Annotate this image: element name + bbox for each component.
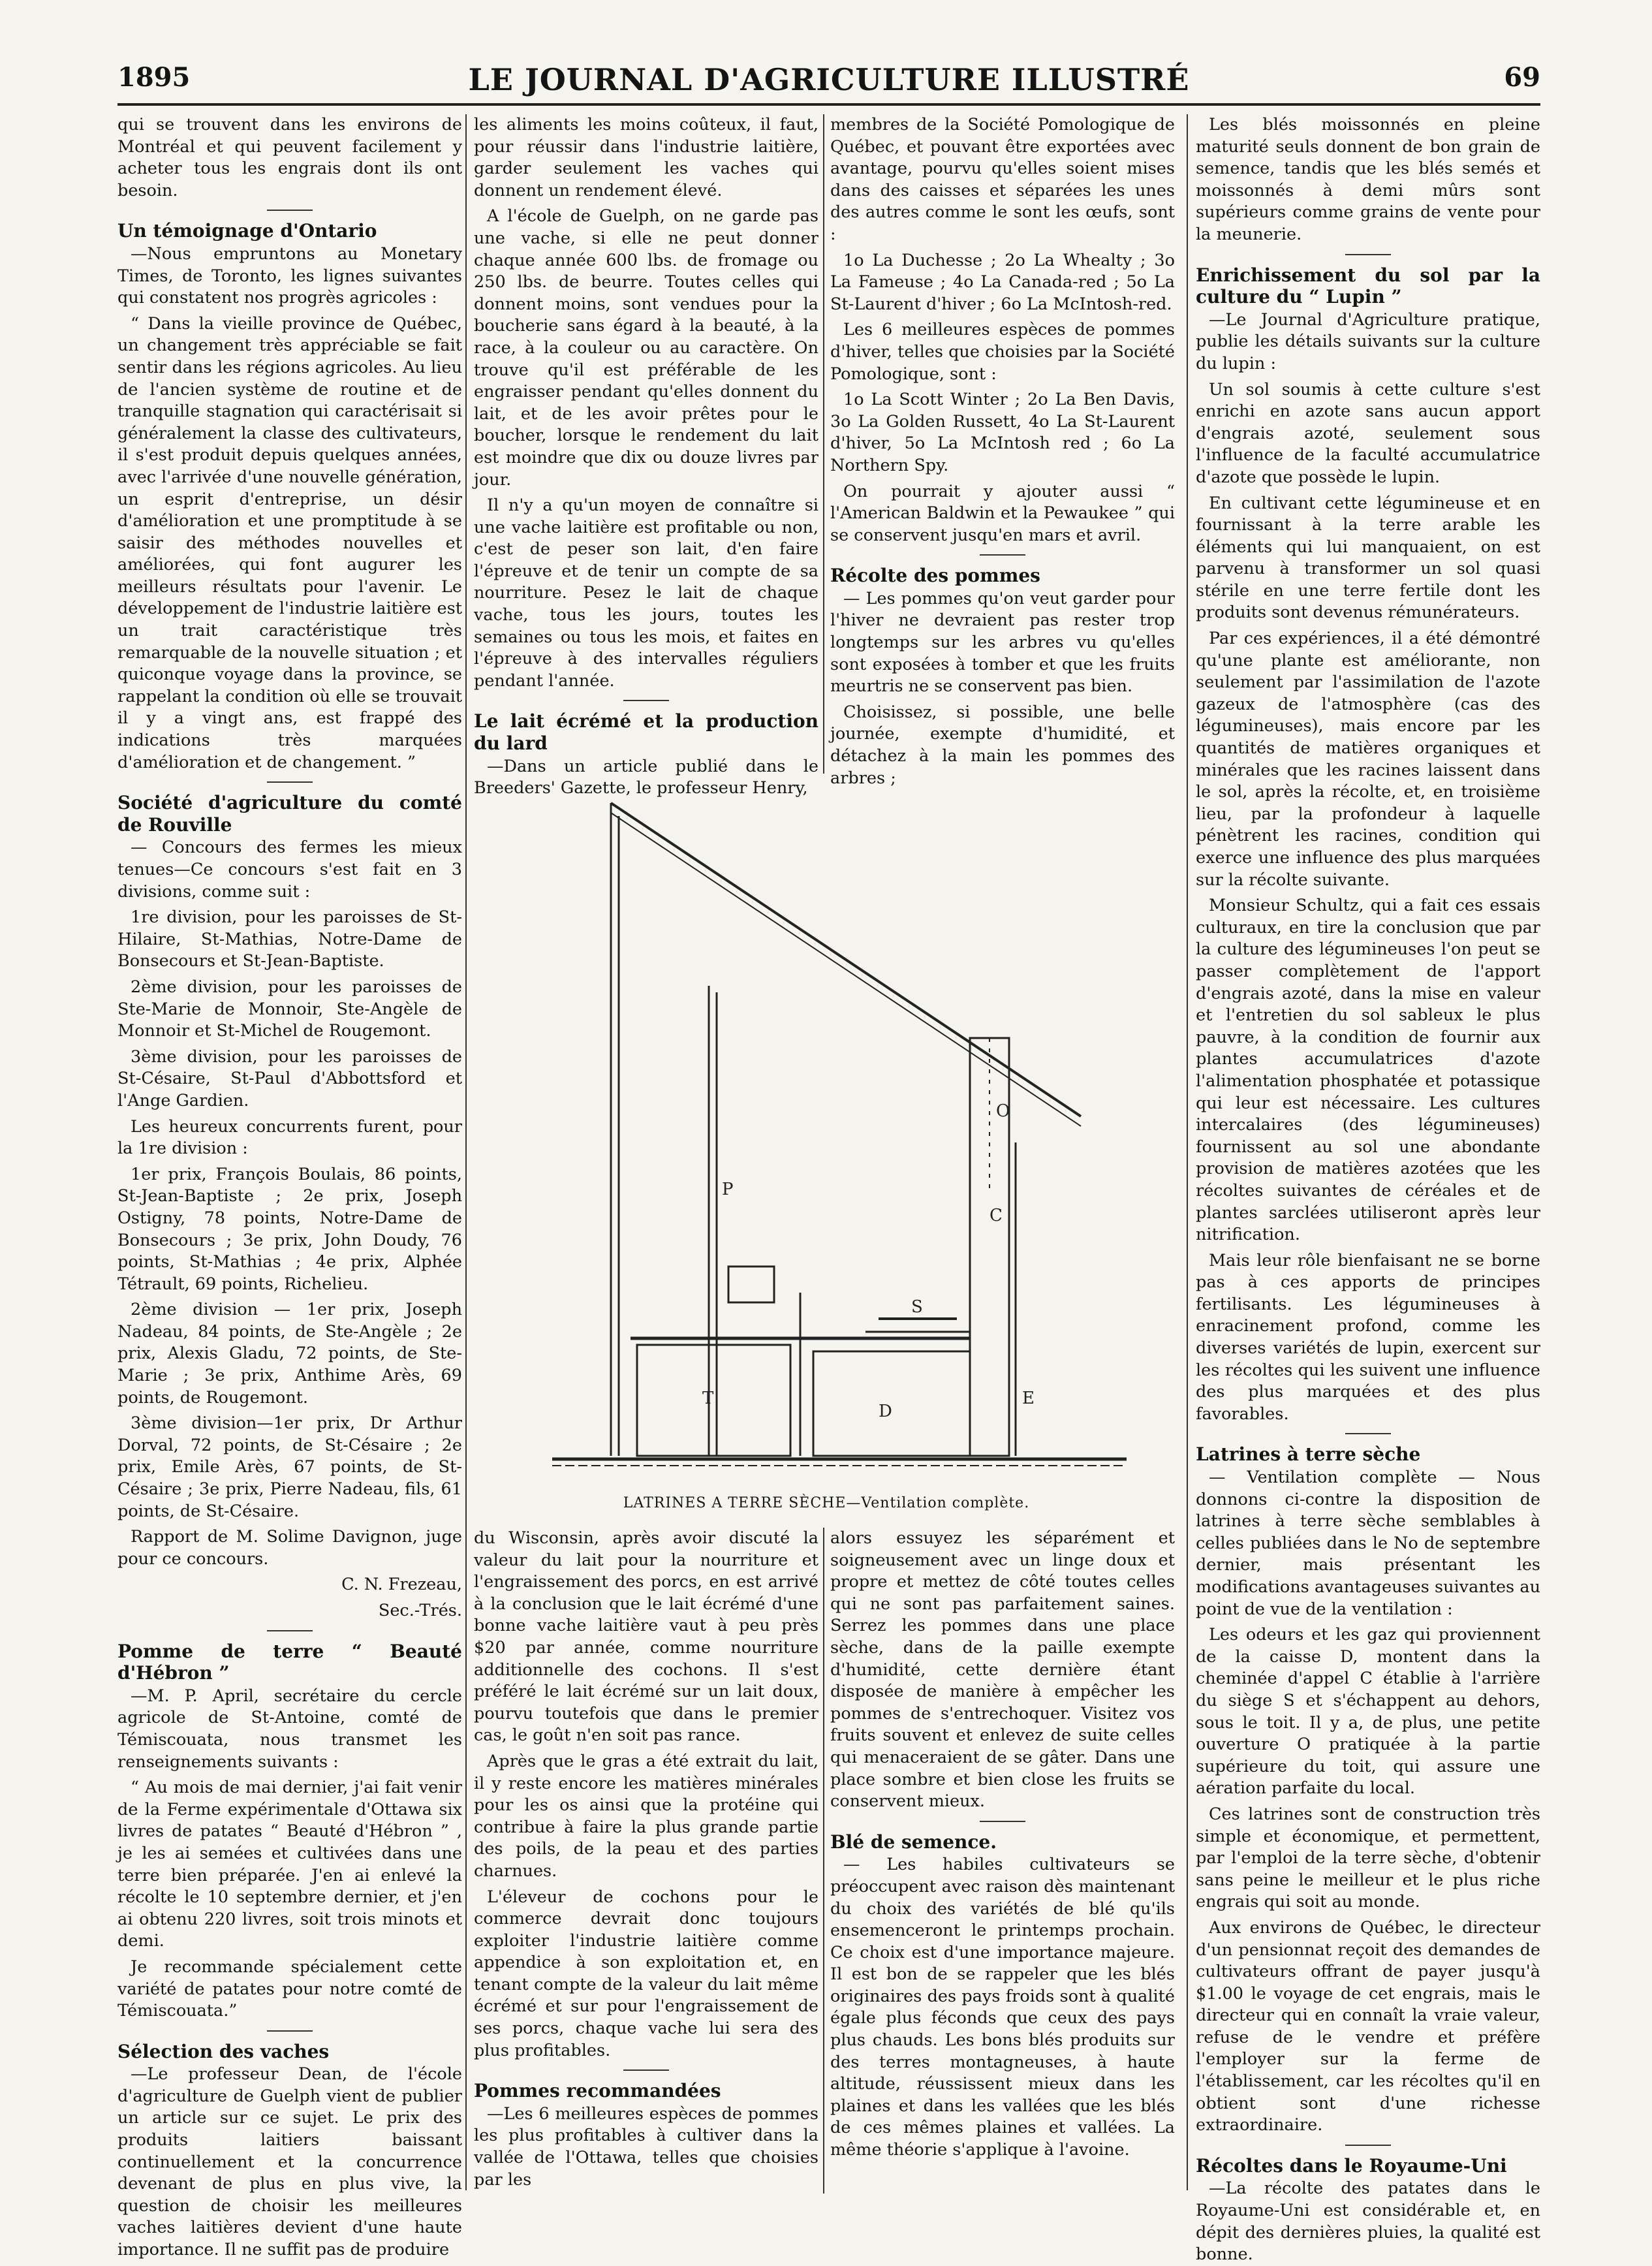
paragraph: L'éleveur de cochons pour le commerce devrait donc toujours exploiter l'industrie laitière comme appendice à son exploitation et, en tenant compte de la valeur du lait même écrémé et sur pour l'engraissement de ses porcs, chaque vache lui sera des plus profitables. [474, 1887, 818, 2060]
separator [267, 2030, 313, 2032]
paragraph: —La récolte des patates dans le Royaume-Uni est considérable et, en dépit des dernières pluies, la qualité est bonne. [1196, 2179, 1540, 2265]
column-1 [117, 114, 462, 2260]
paragraph: Je recommande spécialement cette variété de patates pour notre comté de Témiscouata.” [117, 1957, 462, 2021]
figure-caption: LATRINES A TERRE SÈCHE—Ventilation complète. [623, 1495, 1030, 1511]
paragraph: du Wisconsin, après avoir discuté la valeur du lait pour la nourriture et l'engraissement des porcs, en est arrivé à la conclusion que le lait écrémé d'une bonne vache laitière vaut à peu près $20 par année, comme nourriture additionnelle des cochons. Il s'est préféré le lait écrémé sur un lait doux, pourvu toutefois que dans le premier cas, le goût n'en soit pas rance. [474, 1528, 818, 1746]
label-t: T [702, 1389, 714, 1408]
article-title: Sélection des vaches [117, 2040, 330, 2062]
paragraph: Les heureux concurrents furent, pour la 1re division : [117, 1116, 462, 1159]
header-year: 1895 [117, 62, 191, 93]
paragraph: Les blés moissonnés en pleine maturité seuls donnent de bon grain de semence, tandis que les blés semés et moissonnés à demi mûrs sont supérieurs comme grains de vente pour la meunerie. [1196, 115, 1540, 244]
paragraph: 1re division, pour les paroisses de St-Hilaire, St-Mathias, Notre-Dame de Bonsecours et St-Jean-Baptiste. [117, 907, 462, 971]
column-4 [1196, 114, 1540, 2265]
column-divider [823, 1528, 824, 2194]
paragraph: Choisissez, si possible, une belle journée, exempte d'humidité, et détachez à la main les pommes des arbres ; [830, 702, 1175, 788]
separator [267, 1630, 313, 1631]
column-divider [1187, 114, 1188, 2190]
paragraph: —Les 6 meilleures espèces de pommes les plus profitables à cultiver dans la vallée de l'Ottawa, telles que choisies par les [474, 2103, 818, 2190]
paragraph: —Le professeur Dean, de l'école d'agriculture de Guelph vient de publier un article sur ce sujet. Le prix des produits laitiers baissant continuellement et la concurrence devenant de plus en plus vive, la question de choisir les meilleures vaches laitières devient d'une haute importance. Il ne suffit pas de produire [117, 2064, 462, 2260]
article-title: Un témoignage d'Ontario [117, 220, 377, 242]
paragraph: On pourrait y ajouter aussi “ l'American Baldwin et la Pewaukee ” qui se conservent jusqu'en mars et avril. [830, 481, 1175, 545]
paragraph: — Concours des fermes les mieux tenues—Ce concours s'est fait en 3 divisions, comme suit : [117, 838, 462, 902]
paragraph: Monsieur Schultz, qui a fait ces essais culturaux, en tire la conclusion que par la culture des légumineuses l'on peut se passer complètement de l'apport d'engrais azoté, dans la mise en valeur et l'entretien du sol sableux le plus pauvre, à la condition de fournir aux plantes accumulatrices d'azote l'alimentation phosphatée et potassique qui leur est nécessaire. Les cultures intercalaires (des légumineuses) fournissent au sol une abondante provision de matières azotées que les récoltes suivantes de céréales et de plantes sarclées utiliseront après leur nitrification. [1196, 896, 1540, 1245]
column-divider [823, 114, 824, 774]
separator [267, 210, 313, 211]
separator [1345, 1433, 1391, 1434]
paragraph: 1er prix, François Boulais, 86 points, St-Jean-Baptiste ; 2e prix, Joseph Ostigny, 78 points, Notre-Dame de Bonsecours ; 3e prix, John Doudy, 76 points, St-Mathias ; 4e prix, Alphée Tétrault, 69 points, Richelieu. [117, 1164, 462, 1294]
header-rule [117, 103, 1540, 106]
paragraph: Un sol soumis à cette culture s'est enrichi en azote sans aucun apport d'engrais azoté, seulement sous l'influence de la faculté accumulatrice d'azote que possède le lupin. [1196, 379, 1540, 487]
paragraph: 1o La Duchesse ; 2o La Whealty ; 3o La Fameuse ; 4o La Canada-red ; 5o La St-Laurent d'hiver ; 6o La McIntosh-red. [830, 250, 1175, 314]
article-title: Le lait écrémé et la production du lard [474, 710, 818, 755]
paragraph: — Les habiles cultivateurs se préoccupent avec raison dès maintenant du choix des variétés de blé qu'ils ensemenceront le printemps prochain. Ce choix est d'une importance majeure. Il est bon de se rappeler que les blés originaires des pays froids sont à qualité égale plus féconds que ceux des pays plus chauds. Les bons blés produits sur des terres montagneuses, à haute altitude, réussissent mieux dans les plaines et dans les vallées que les blés de ces mêmes plaines et vallées. La même théorie s'applique à l'avoine. [830, 1855, 1175, 2160]
paragraph: A l'école de Guelph, on ne garde pas une vache, si elle ne peut donner chaque année 600 lbs. de fromage ou 250 lbs. de beurre. Toutes celles qui donnent moins, sont vendues pour la boucherie sans égard à la beauté, à la race, à la couleur ou au caractère. On trouve qu'il est préférable de les engraisser pendant qu'elles donnent du lait, et de les avoir prêtes pour le boucher, lorsque le rendement du lait est moindre que dix ou douze livres par jour. [474, 206, 818, 490]
paragraph: membres de la Société Pomologique de Québec, et pouvant être exportées avec avantage, pourvu qu'elles soient mises dans des caisses et séparées les unes des autres comme le sont les œufs, sont : [830, 115, 1175, 244]
article-title: Pomme de terre “ Beauté d'Hébron ” [117, 1640, 462, 1684]
article-title: Pommes recommandées [474, 2080, 721, 2102]
paragraph: —Dans un article publié dans le Breeders' Gazette, le professeur Henry, [474, 756, 818, 798]
column-3-bottom [830, 1528, 1175, 2200]
column-2-bottom [474, 1528, 818, 2200]
paragraph: Les odeurs et les gaz qui proviennent de la caisse D, montent dans la cheminée d'appel C établie à l'arrière du siège S et s'échappent au dehors, sous le toit. Il y a, de plus, une petite ouverture O pratiquée à la partie supérieure du toit, qui assure une aération parfaite du local. [1196, 1625, 1540, 1799]
separator [1345, 2145, 1391, 2146]
label-c: C [990, 1206, 1003, 1225]
article-title: Société d'agriculture du comté de Rouville [117, 792, 462, 836]
page-header [117, 62, 1540, 101]
box-t [637, 1345, 790, 1456]
separator [623, 700, 669, 701]
paragraph: “ Au mois de mai dernier, j'ai fait venir de la Ferme expérimentale d'Ottawa six livres de patates “ Beauté d'Hébron ” , je les ai semées et cultivées dans une terre bien préparée. J'en ai enlevé la récolte le 10 septembre dernier, et j'en ai obtenu 220 livres, soit trois minots et demi. [117, 1778, 462, 1951]
paragraph: Après que le gras a été extrait du lait, il y reste encore les matières minérales pour les os ainsi que la protéine qui contribue à faire la plus grande partie des poils, de la peau et des parties charnues. [474, 1751, 818, 1881]
separator [980, 554, 1025, 556]
paragraph: 3ème division—1er prix, Dr Arthur Dorval, 72 points, de St-Césaire ; 2e prix, Emile Arès, 67 points, de St-Césaire ; 3e prix, Pierre Nadeau, fils, 61 points, de St-Césaire. [117, 1413, 462, 1521]
paragraph: 1o La Scott Winter ; 2o La Ben Davis, 3o La Golden Russett, 4o La St-Laurent d'hiver, 5o La McIntosh red ; 6o La Northern Spy. [830, 390, 1175, 475]
latrine-drawing [474, 777, 1179, 1495]
separator [267, 781, 313, 783]
roof-line [611, 803, 1081, 1116]
paragraph: Aux environs de Québec, le directeur d'un pensionnat reçoit des demandes de cultivateurs offrant de payer jusqu'à $1.00 le voyage de cet engrais, mais le directeur qui en connaît la vraie valeur, refuse de le vendre et préfère l'employer sur la ferme de l'établissement, car les récoltes qu'il en obtient sont d'une richesse extraordinaire. [1196, 1917, 1540, 2135]
label-e: E [1022, 1389, 1035, 1408]
label-o: O [996, 1101, 1010, 1121]
paragraph: —Nous empruntons au Monetary Times, de Toronto, les lignes suivantes qui constatent nos progrès agricoles : [117, 244, 462, 308]
article-title: Enrichissement du sol par la culture du “ Lupin ” [1196, 264, 1540, 308]
paragraph: —Le Journal d'Agriculture pratique, publie les détails suivants sur la culture du lupin : [1196, 309, 1540, 373]
paragraph: Il n'y a qu'un moyen de connaître si une vache laitière est profitable ou non, c'est de peser son lait, d'en faire l'épreuve et de tenir un compte de sa nourriture. Pesez le lait de chaque vache, tous les jours, toutes les semaines ou tous les mois, et faites en l'épreuve à des intervalles réguliers pendant l'année. [474, 496, 818, 691]
paragraph: Rapport de M. Solime Davignon, juge pour ce concours. [117, 1527, 462, 1569]
roof-line-inner [611, 813, 1081, 1126]
signature: C. N. Frezeau, [341, 1575, 462, 1595]
paragraph: 3ème division, pour les paroisses de St-Césaire, St-Paul d'Abbottsford et l'Ange Gardien. [117, 1046, 462, 1110]
paragraph: Les 6 meilleures espèces de pommes d'hiver, telles que choisies par la Société Pomologique, sont : [830, 320, 1175, 384]
latrine-illustration [474, 777, 1179, 1521]
paragraph: les aliments les moins coûteux, il faut, pour réussir dans l'industrie laitière, garder seulement les vaches qui donnent un rendement élevé. [474, 115, 818, 200]
label-p: P [722, 1180, 734, 1199]
small-box [728, 1267, 774, 1302]
label-s: S [911, 1297, 923, 1317]
paragraph: — Ventilation complète — Nous donnons ci-contre la disposition de latrines à terre sèche semblables à celles publiées dans le No de septembre dernier, mais présentant les modifications avantageuses suivantes au point de vue de la ventilation : [1196, 1468, 1540, 1619]
column-2-top [474, 114, 818, 798]
column-divider [465, 114, 467, 2190]
paragraph: En cultivant cette légumineuse et en fournissant à la terre arable les éléments qui lui manquaient, on est parvenu à transformer un sol quasi stérile en une terre fertile dont les produits sont devenus rémunérateurs. [1196, 493, 1540, 623]
paragraph: — Les pommes qu'on veut garder pour l'hiver ne devraient pas rester trop longtemps sur les arbres vu qu'elles sont exposées à tomber et que les fruits meurtris ne se conservent pas bien. [830, 588, 1175, 697]
paragraph: Ces latrines sont de construction très simple et économique, et permettent, par l'emploi de la terre sèche, d'obtenir sans peine le meilleur et le plus riche engrais qui soit au monde. [1196, 1804, 1540, 1912]
article-title: Blé de semence. [830, 1831, 997, 1853]
paragraph: 2ème division — 1er prix, Joseph Nadeau, 84 points, de Ste-Angèle ; 2e prix, Alexis Gladu, 72 points, de Ste-Marie ; 3e prix, Anthime Arès, 69 points, de Rougemont. [117, 1300, 462, 1408]
paragraph: alors essuyez les séparément et soigneusement avec un linge doux et propre et mettez de côté toutes celles qui ne sont pas parfaitement saines. Serrez les pommes dans une place sèche, dans de la paille exempte d'humidité, cette dernière étant disposée de manière à empêcher les pommes de s'entrechoquer. Visitez vos fruits souvent et enlevez de suite celles qui menaceraient de se gâter. Dans une place sombre et bien close les fruits se conservent mieux. [830, 1528, 1175, 1812]
paragraph: qui se trouvent dans les environs de Montréal et qui peuvent facilement y acheter tous les engrais dont ils ont besoin. [117, 115, 462, 200]
paragraph: Par ces expériences, il a été démontré qu'une plante est améliorante, non seulement par l'assimilation de l'azote gazeux de l'atmosphère (cas des légumineuses), mais encore par les quantités de matières organiques et minérales que les racines laissent dans le sol, après la récolte, et, en troisième lieu, par la profondeur à laquelle pénètrent les racines, condition qui exerce une influence des plus marquées sur la récolte suivante. [1196, 629, 1540, 890]
journal-title: LE JOURNAL D'AGRICULTURE ILLUSTRÉ [468, 62, 1190, 97]
article-title: Récoltes dans le Royaume-Uni [1196, 2154, 1507, 2177]
article-title: Récolte des pommes [830, 565, 1040, 587]
paragraph: —M. P. April, secrétaire du cercle agricole de St-Antoine, comté de Témiscouata, nous transmet les renseignements suivants : [117, 1686, 462, 1772]
separator [1345, 254, 1391, 255]
column-3-top [830, 114, 1175, 787]
paragraph: 2ème division, pour les paroisses de Ste-Marie de Monnoir, Ste-Angèle de Monnoir et St-Michel de Rougemont. [117, 977, 462, 1041]
signature-title: Sec.-Trés. [378, 1601, 462, 1620]
article-title: Latrines à terre sèche [1196, 1443, 1421, 1466]
label-d: D [879, 1402, 892, 1421]
paragraph: Mais leur rôle bienfaisant ne se borne pas à ces apports de principes fertilisants. Les légumineuses à enracinement profond, comme les diverses variétés de lupin, exercent sur les récoltes qui les suivent une influence des plus marquées et des plus favorables. [1196, 1250, 1540, 1424]
separator [980, 1821, 1025, 1822]
page-number: 69 [1504, 62, 1540, 93]
separator [623, 2069, 669, 2071]
paragraph: “ Dans la vieille province de Québec, un changement très appréciable se fait sentir dans les régions agricoles. Au lieu de l'ancien système de routine et de tranquille stagnation qui caractérisait si généralement la classe des cultivateurs, il s'est produit depuis quelques années, avec l'arrivée d'une nouvelle génération, un esprit d'entreprise, un désir d'amélioration et une promptitude à se saisir des méthodes nouvelles et améliorées, qui font augurer les meilleurs résultats pour l'avenir. Le développement de l'industrie laitière est un trait caractéristique très remarquable de la nouvelle situation ; et quiconque voyage dans la province, se rappelant la condition où elle se trouvait il y a vingt ans, est frappé des indications très marquées d'amélioration et de changement. ” [117, 313, 462, 772]
